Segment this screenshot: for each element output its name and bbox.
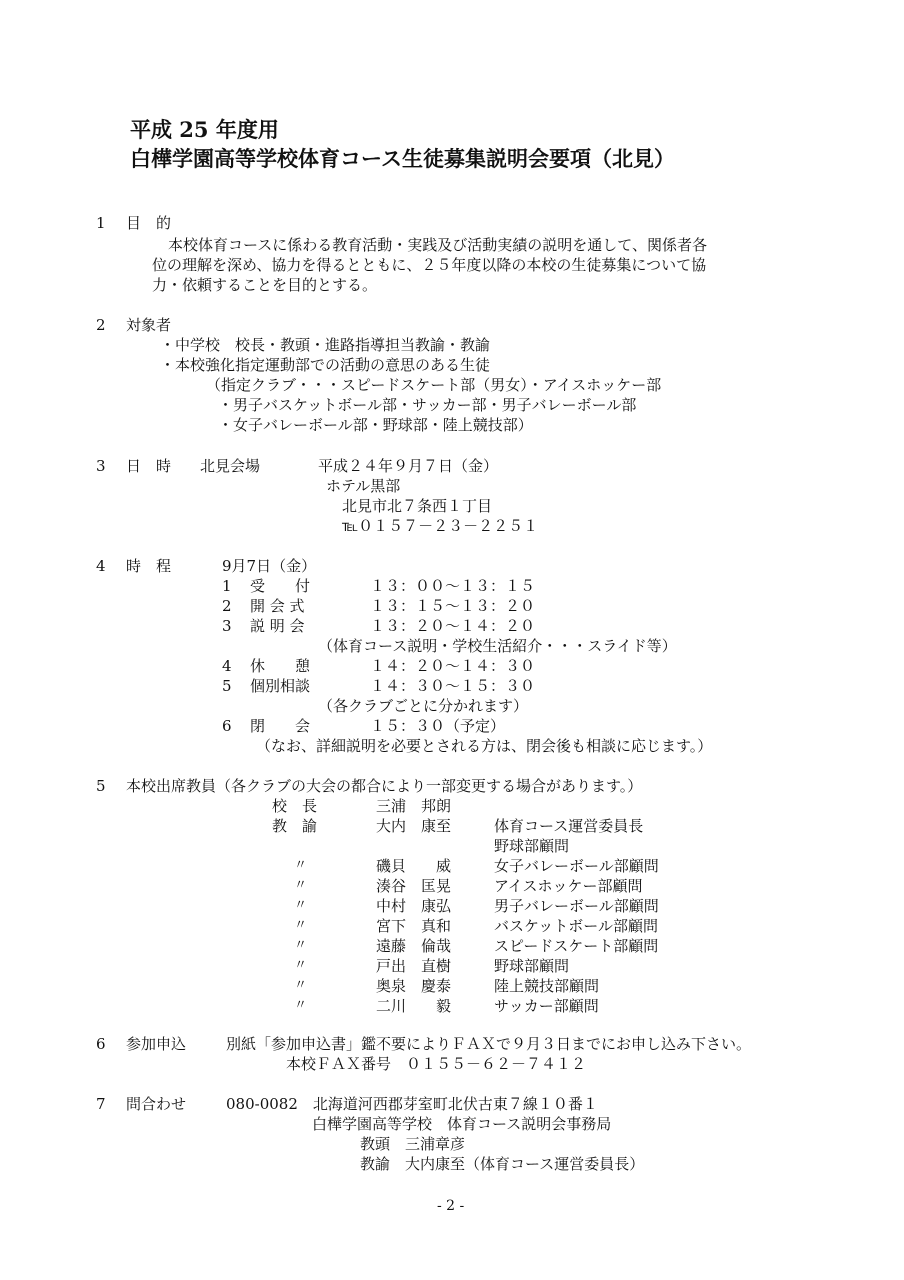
target-line: ・男子バスケットボール部・サッカー部・男子バレーボール部 [218,396,637,414]
schedule-note: （各クラブごとに分かれます） [318,697,529,715]
staff-name: 二川 毅 [376,997,452,1015]
staff-duty: スピードスケート部顧問 [494,937,659,955]
staff-name: 遠藤 倫哉 [376,937,452,955]
ditto-mark: 〃 [294,878,308,893]
section-4-heading: 時 程 [126,557,172,575]
staff-role: 校 長 [272,797,318,815]
section-7-number: 7 [96,1095,106,1113]
section-3-number: 3 [96,457,106,475]
schedule-time: １４：２０～１４：３０ [370,657,536,675]
schedule-number: 6 [222,717,232,735]
section-1-body-line: 本校体育コースに係わる教育活動・実践及び活動実績の説明を通して、関係者各 [168,236,707,254]
contact-person: 教頭 三浦章彦 [360,1135,466,1153]
schedule-label: 個別相談 [250,677,311,695]
event-date: 平成２４年９月７日（金） [318,457,499,475]
staff-name: 奥泉 慶泰 [376,977,452,995]
staff-duty: バスケットボール部顧問 [494,917,658,935]
schedule-number: 2 [222,597,232,615]
staff-duty: 陸上競技部顧問 [494,977,600,995]
target-line: ・中学校 校長・教頭・進路指導担当教諭・教諭 [160,336,491,354]
ditto-mark: 〃 [294,978,308,993]
section-1-heading: 目 的 [126,214,172,232]
section-3-heading: 日 時 [126,457,172,475]
ditto-mark: 〃 [294,858,308,873]
section-6-number: 6 [96,1035,106,1053]
section-6-heading: 参加申込 [126,1035,187,1053]
staff-duty: 女子バレーボール部顧問 [494,857,659,875]
schedule-label: 休 憩 [250,657,311,675]
contact-office: 白樺学園高等学校 体育コース説明会事務局 [312,1115,612,1133]
target-line: ・本校強化指定運動部での活動の意思のある生徒 [160,356,491,374]
section-7-heading: 問合わせ [126,1095,187,1113]
schedule-number: 5 [222,677,232,695]
section-2-number: 2 [96,316,106,334]
section-2-heading: 対象者 [126,316,172,334]
schedule-number: 1 [222,577,232,595]
schedule-time: １３：００～１３：１５ [370,577,536,595]
document-title: 白樺学園高等学校体育コース生徒募集説明会要項（北見） [130,146,675,171]
section-1-body-line: 力・依頼することを目的とする。 [152,276,378,294]
staff-name: 中村 康弘 [376,897,452,915]
section-5-heading: 本校出席教員（各クラブの大会の都合により一部変更する場合があります。） [126,777,643,795]
section-1-body-line: 位の理解を深め、協力を得るとともに、２５年度以降の本校の生徒募集について協 [152,256,707,274]
target-line: ・女子バレーボール部・野球部・陸上競技部） [218,416,533,434]
schedule-label: 受 付 [250,577,311,595]
schedule-label: 開 会 式 [250,597,305,615]
ditto-mark: 〃 [294,938,308,953]
event-address: 北見市北７条西１丁目 [342,497,493,515]
staff-duty: 男子バレーボール部顧問 [494,897,659,915]
ditto-mark: 〃 [294,998,308,1013]
schedule-time: １３：１５～１３：２０ [370,597,536,615]
application-instructions: 別紙「参加申込書」鑑不要によりＦＡＸで９月３日までにお申し込み下さい。 [226,1035,752,1053]
section-4-number: 4 [96,557,106,575]
ditto-mark: 〃 [294,898,308,913]
event-place: ホテル黒部 [326,477,401,495]
staff-duty: 体育コース運営委員長 [494,817,644,835]
schedule-time: １５：３０（予定） [370,717,506,735]
document-title-year: 平成 25 年度用 [130,117,279,142]
target-line: （指定クラブ・・・スピードスケート部（男女）・アイスホッケー部 [206,376,662,394]
staff-name: 戸出 直樹 [376,957,452,975]
staff-duty: サッカー部顧問 [494,997,599,1015]
schedule-number: 3 [222,617,232,635]
staff-duty: 野球部顧問 [494,957,570,975]
ditto-mark: 〃 [294,958,308,973]
page-number: - 2 - [437,1198,465,1214]
staff-duty: アイスホッケー部顧問 [494,877,643,895]
fax-number: 本校ＦＡＸ番号 ０１５５－６２－７４１２ [286,1055,587,1073]
staff-name: 大内 康至 [376,817,452,835]
staff-name: 湊谷 匡晃 [376,877,452,895]
schedule-label: 説 明 会 [250,617,305,635]
event-tel: ℡０１５７－２３－２２５１ [342,517,539,535]
schedule-number: 4 [222,657,232,675]
contact-address: 080-0082 北海道河西郡芽室町北伏古東７線１０番１ [226,1095,598,1113]
staff-name: 磯貝 威 [376,857,452,875]
schedule-note: （なお、詳細説明を必要とされる方は、閉会後も相談に応じます。） [256,737,713,755]
staff-role: 教 諭 [272,817,318,835]
ditto-mark: 〃 [294,918,308,933]
section-1-number: 1 [96,214,106,232]
staff-name: 宮下 真和 [376,917,452,935]
schedule-note: （体育コース説明・学校生活紹介・・・スライド等） [318,637,677,655]
schedule-label: 閉 会 [250,717,311,735]
staff-duty: 野球部顧問 [494,837,570,855]
contact-person: 教諭 大内康至（体育コース運営委員長） [360,1155,645,1173]
venue-label: 北見会場 [200,457,261,475]
schedule-time: １４：３０～１５：３０ [370,677,536,695]
section-5-number: 5 [96,777,106,795]
schedule-time: １３：２０～１４：２０ [370,617,536,635]
schedule-date: 9月7日（金） [222,557,317,575]
staff-name: 三浦 邦朗 [376,797,452,815]
